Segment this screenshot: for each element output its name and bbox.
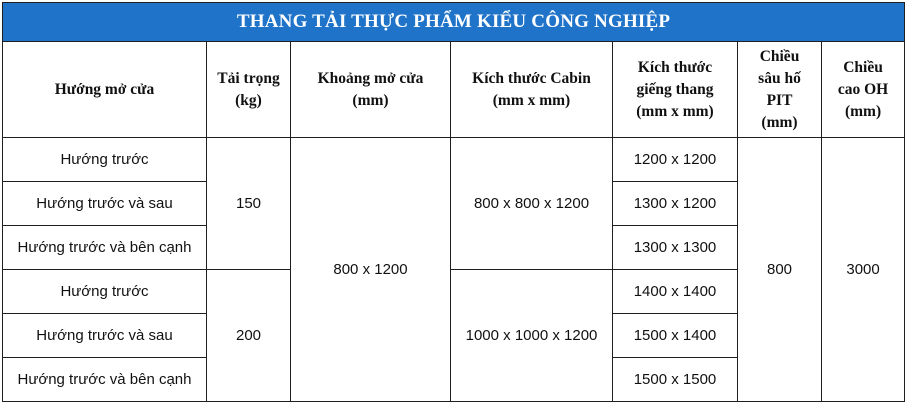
load-cell: 150 bbox=[207, 138, 291, 270]
direction-cell: Hướng trước bbox=[3, 270, 207, 314]
header-shaft-size bbox=[613, 42, 738, 138]
header-shaft-line-3: (mm x mm) bbox=[636, 102, 714, 120]
shaft-size-cell: 1500 x 1400 bbox=[613, 314, 738, 358]
shaft-size-cell: 1500 x 1500 bbox=[613, 358, 738, 402]
header-shaft-line-1: Kích thước bbox=[637, 58, 713, 76]
header-pit-line-4: (mm) bbox=[761, 113, 798, 131]
direction-cell: Hướng trước và sau bbox=[3, 182, 207, 226]
header-door-opening bbox=[291, 42, 451, 138]
header-shaft-line-2: giếng thang bbox=[636, 80, 714, 98]
header-oh-line-1: Chiều bbox=[843, 58, 883, 76]
shaft-size-cell: 1400 x 1400 bbox=[613, 270, 738, 314]
header-direction-label: Hướng mở cửa bbox=[54, 80, 155, 98]
cabin-size-cell: 1000 x 1000 x 1200 bbox=[451, 270, 613, 402]
elevator-spec-table bbox=[2, 2, 905, 402]
header-cabin-line-2: (mm x mm) bbox=[492, 91, 571, 109]
direction-cell: Hướng trước bbox=[3, 138, 207, 182]
header-load bbox=[207, 42, 291, 138]
table-row bbox=[3, 138, 905, 182]
header-pit-line-1: Chiều bbox=[759, 47, 800, 65]
oh-height-cell: 3000 bbox=[822, 138, 905, 402]
header-cabin-size bbox=[451, 42, 613, 138]
header-oh-line-2: cao OH bbox=[837, 80, 889, 98]
header-pit-line-3: PIT bbox=[766, 91, 793, 109]
shaft-size-cell: 1200 x 1200 bbox=[613, 138, 738, 182]
header-cabin-line-1: Kích thước Cabin bbox=[472, 69, 591, 87]
direction-cell: Hướng trước và bên cạnh bbox=[3, 358, 207, 402]
pit-depth-cell: 800 bbox=[738, 138, 822, 402]
header-oh-height bbox=[822, 42, 905, 138]
title-row bbox=[3, 3, 905, 42]
cabin-size-cell: 800 x 800 x 1200 bbox=[451, 138, 613, 270]
door-opening-cell: 800 x 1200 bbox=[291, 138, 451, 402]
header-load-line-1: Tải trọng bbox=[217, 69, 280, 87]
direction-cell: Hướng trước và sau bbox=[3, 314, 207, 358]
load-cell: 200 bbox=[207, 270, 291, 402]
shaft-size-cell: 1300 x 1300 bbox=[613, 226, 738, 270]
header-load-line-2: (kg) bbox=[235, 91, 262, 109]
header-oh-line-3: (mm) bbox=[844, 102, 882, 120]
header-opening-line-2: (mm) bbox=[352, 91, 389, 109]
header-pit-depth bbox=[738, 42, 822, 138]
header-opening-line-1: Khoảng mở cửa bbox=[317, 69, 424, 87]
table-title: THANG TẢI THỰC PHẨM KIỂU CÔNG NGHIỆP bbox=[3, 3, 905, 42]
header-direction bbox=[3, 42, 207, 138]
header-pit-line-2: sâu hố bbox=[758, 69, 801, 87]
header-row bbox=[3, 42, 905, 138]
shaft-size-cell: 1300 x 1200 bbox=[613, 182, 738, 226]
direction-cell: Hướng trước và bên cạnh bbox=[3, 226, 207, 270]
